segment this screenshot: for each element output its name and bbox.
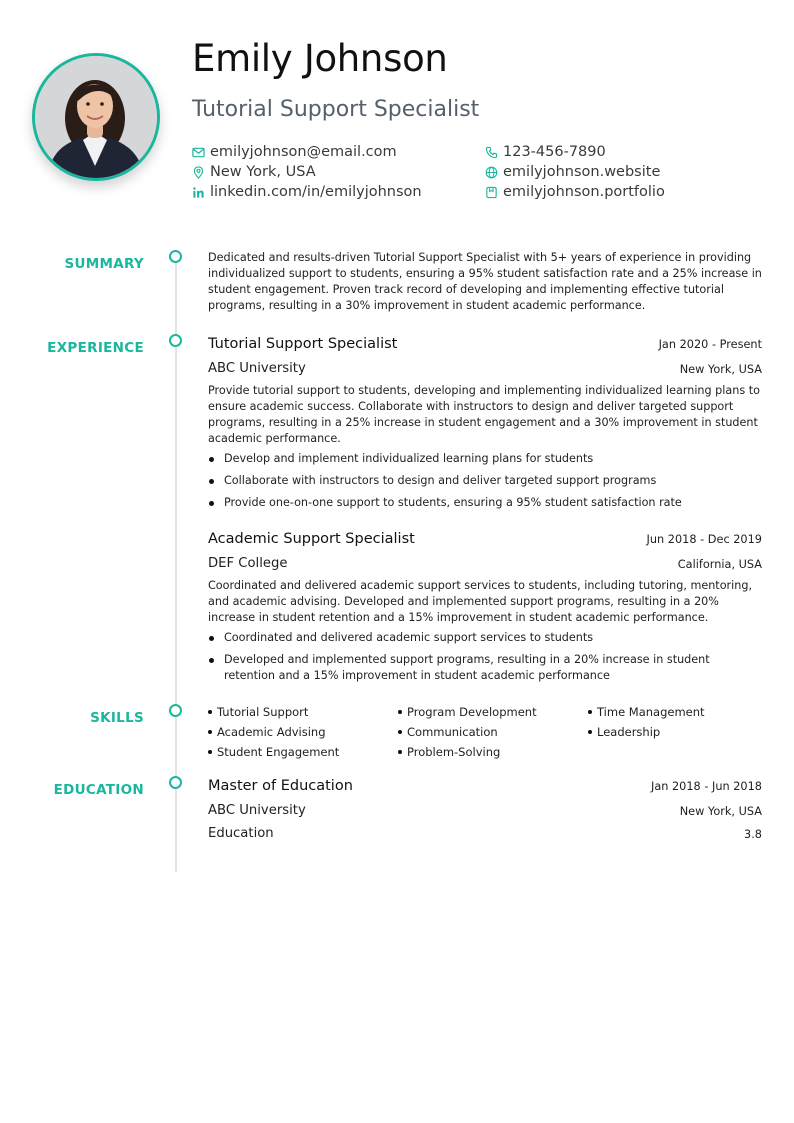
job-location: California, USA (677, 558, 762, 571)
section-title-education: EDUCATION (53, 782, 144, 798)
list-item (208, 451, 762, 467)
location-pin-icon (192, 166, 205, 179)
timeline-marker (169, 704, 182, 717)
contact-portfolio[interactable] (485, 182, 665, 202)
section-title-summary: SUMMARY (64, 256, 144, 272)
contact-email[interactable] (192, 142, 397, 162)
bullet-text: Collaborate with instructors to design and deliver targeted support programs (224, 474, 657, 487)
timeline-marker (169, 250, 182, 263)
skill-label: Academic Advising (217, 725, 326, 739)
contact-website[interactable] (485, 162, 660, 182)
contact-portfolio-text: emilyjohnson.portfolio (503, 184, 665, 200)
bullet-text: Develop and implement individualized learning plans for students (224, 452, 594, 465)
skill-label: Problem-Solving (407, 745, 501, 759)
timeline-marker (169, 334, 182, 347)
degree-title: Master of Education (208, 778, 353, 794)
list-item (208, 473, 762, 489)
job-bullets (208, 630, 762, 690)
section-title-skills: SKILLS (90, 710, 144, 726)
skill-item (398, 744, 500, 760)
linkedin-icon (192, 186, 205, 199)
summary-text: Dedicated and results-driven Tutorial Support Specialist with 5+ years of experience in providing individualized support to students, ensuring a 95% student satisfaction rate and a 25% increase in student engagement. Proven track record of developing and implementing effective tutorial programs, resulting in a 30% improvement in student academic performance. (208, 251, 762, 312)
list-item (208, 495, 762, 511)
contact-linkedin[interactable] (192, 182, 422, 202)
contact-email-text: emilyjohnson@email.com (210, 144, 397, 160)
contact-phone-text: 123-456-7890 (503, 144, 606, 160)
candidate-title: Tutorial Support Specialist (192, 97, 480, 122)
education-field: Education (208, 826, 274, 841)
globe-icon (485, 166, 498, 179)
profile-photo (32, 53, 160, 181)
skill-item (398, 724, 498, 740)
job-title: Academic Support Specialist (208, 531, 415, 547)
phone-icon (485, 146, 498, 159)
bullet-text: Coordinated and delivered academic support services to students (224, 631, 594, 644)
skill-label: Communication (407, 725, 498, 739)
skill-label: Tutorial Support (217, 705, 309, 719)
list-item (208, 652, 762, 684)
job-dates: Jun 2018 - Dec 2019 (646, 533, 762, 546)
skill-item (588, 724, 660, 740)
skill-item (208, 704, 308, 720)
job-company: ABC University (208, 361, 306, 376)
candidate-name: Emily Johnson (192, 37, 448, 80)
skill-label: Program Development (407, 705, 537, 719)
mail-icon (192, 146, 205, 159)
contact-website-text: emilyjohnson.website (503, 164, 661, 180)
skill-item (208, 744, 339, 760)
list-item (208, 630, 762, 646)
skill-item (398, 704, 537, 720)
skill-label: Student Engagement (217, 745, 340, 759)
education-gpa: 3.8 (744, 828, 762, 841)
job-location: New York, USA (679, 363, 762, 376)
job-description: Coordinated and delivered academic support services to students, including tutoring, mentoring, and academic advising. Developed and implemented support programs, resulting in a 20% increase in student retention and a 15% improvement in student academic performance. (208, 579, 752, 624)
skill-item (588, 704, 705, 720)
contact-linkedin-text: linkedin.com/in/emilyjohnson (210, 184, 422, 200)
education-school: ABC University (208, 803, 306, 818)
contact-phone[interactable] (485, 142, 606, 162)
skill-label: Time Management (597, 705, 705, 719)
contact-location (192, 162, 316, 182)
timeline-marker (169, 776, 182, 789)
job-title: Tutorial Support Specialist (208, 336, 398, 352)
job-description: Provide tutorial support to students, developing and implementing individualized learning plans to ensure academic success. Collaborate with instructors to design and deliver targeted support programs, resulting in a 25% increase in student engagement and a 30% improvement in student academic performance. (208, 384, 760, 445)
job-bullets (208, 451, 762, 517)
skill-item (208, 724, 326, 740)
portfolio-icon (485, 186, 498, 199)
bullet-text: Developed and implemented support programs, resulting in a 20% increase in student retention and a 15% improvement in student academic performance (224, 653, 710, 682)
skill-label: Leadership (597, 725, 661, 739)
education-dates: Jan 2018 - Jun 2018 (650, 780, 762, 793)
job-company: DEF College (208, 556, 288, 571)
education-location: New York, USA (679, 805, 762, 818)
section-title-experience: EXPERIENCE (47, 340, 144, 356)
contact-location-text: New York, USA (210, 164, 316, 180)
job-dates: Jan 2020 - Present (658, 338, 762, 351)
bullet-text: Provide one-on-one support to students, ensuring a 95% student satisfaction rate (224, 496, 682, 509)
